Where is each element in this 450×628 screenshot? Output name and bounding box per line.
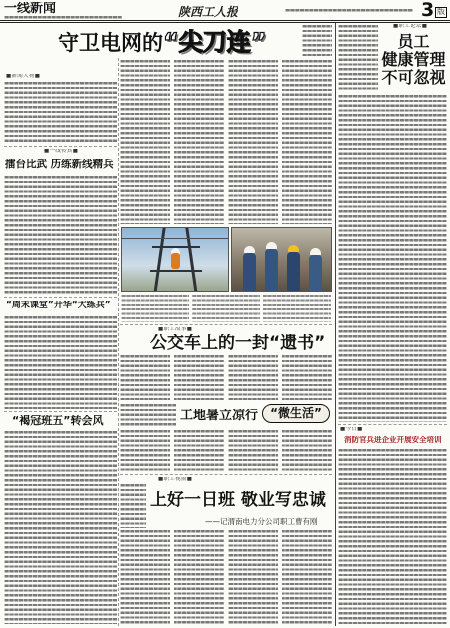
lead-story-title-highlight: “尖刀连” [163, 29, 267, 56]
page-unit: 版 [437, 7, 445, 16]
headline-bus-letter: 公交车上的一封“遗书” [150, 334, 326, 353]
masthead-edition-line [285, 9, 413, 12]
article-body-text [4, 316, 117, 409]
article-body-text [120, 355, 332, 400]
tower-crossbar [150, 270, 202, 272]
lead-story-title-prefix: 守卫电网的 [58, 31, 163, 55]
headline-employee-health-line: 员工 [397, 33, 430, 51]
power-line [122, 238, 229, 239]
article-body-text [120, 60, 332, 224]
article-body-text [120, 430, 332, 472]
worker-helmet [266, 242, 277, 249]
masthead-rule [0, 20, 450, 23]
column-divider-left [118, 58, 119, 626]
headline-employee-health [380, 33, 447, 91]
tower-beam-right [185, 227, 198, 292]
section-divider [120, 324, 332, 325]
worker-figure [171, 253, 180, 269]
section-divider [338, 424, 447, 425]
tower-beam-left [153, 227, 166, 292]
section-label-forum: ■职工论坛■ [393, 24, 428, 29]
worker-helmet [288, 245, 299, 252]
photo-caption-text [121, 295, 331, 322]
headline-dedication-subtitle: ——记渭南电力分公司职工曹有刚 [205, 517, 318, 526]
section-divider [4, 297, 117, 298]
section-divider [4, 146, 117, 147]
section-label-express: ■一线传真■ [44, 149, 79, 154]
section-divider [4, 411, 117, 412]
article-body-text [4, 176, 117, 294]
article-body-text [120, 404, 176, 428]
headline-site-cooling: 工地暑立凉行 [180, 409, 259, 423]
photo-tower-climbing [121, 227, 229, 292]
headline-dedication: 上好一日班 敬业写忠诚 [150, 491, 326, 510]
worker-figure [287, 252, 300, 292]
lead-story-title [58, 29, 300, 61]
section-label-profile: ■新闻人物■ [6, 74, 41, 79]
headline-weekend-class: “周末课堂”升华“大练兵” [6, 301, 111, 310]
section-label-today: ■今日■ [340, 427, 363, 432]
worker-helmet [244, 246, 255, 253]
headline-team-style: “褐冠班五”转会风 [12, 415, 104, 427]
masthead-credit-line [4, 16, 122, 19]
article-body-text [4, 82, 117, 144]
section-label-window: ■职工视窗■ [158, 477, 193, 482]
page-number: 3 [421, 0, 435, 21]
headline-fire-safety-training: 消防官兵进企业开展安全培训 [344, 436, 442, 444]
article-body-text [120, 530, 332, 624]
headline-arena-contest: 擂台比武 历练新线精兵 [5, 159, 114, 170]
section-title: 一线新闻 [4, 2, 57, 16]
headline-employee-health-line: 不可忽视 [381, 68, 446, 87]
article-body-text [338, 449, 447, 624]
article-body-text [302, 25, 332, 57]
article-body-text [4, 431, 117, 624]
article-body-text [338, 95, 447, 422]
headline-employee-health-line: 健康管理 [381, 50, 446, 69]
worker-figure [243, 253, 256, 292]
article-body-text [338, 25, 378, 91]
paper-name: 陕西工人报 [178, 5, 239, 19]
column-divider-right [335, 23, 336, 626]
micro-life-stamp: “微生活” [262, 404, 330, 423]
article-body-text [120, 484, 146, 528]
worker-figure [265, 249, 278, 292]
photo-worker-team [231, 227, 332, 292]
worker-helmet [310, 248, 321, 255]
section-divider [120, 474, 332, 475]
worker-figure [309, 255, 322, 292]
section-label-story: ■职工故事■ [158, 327, 193, 332]
